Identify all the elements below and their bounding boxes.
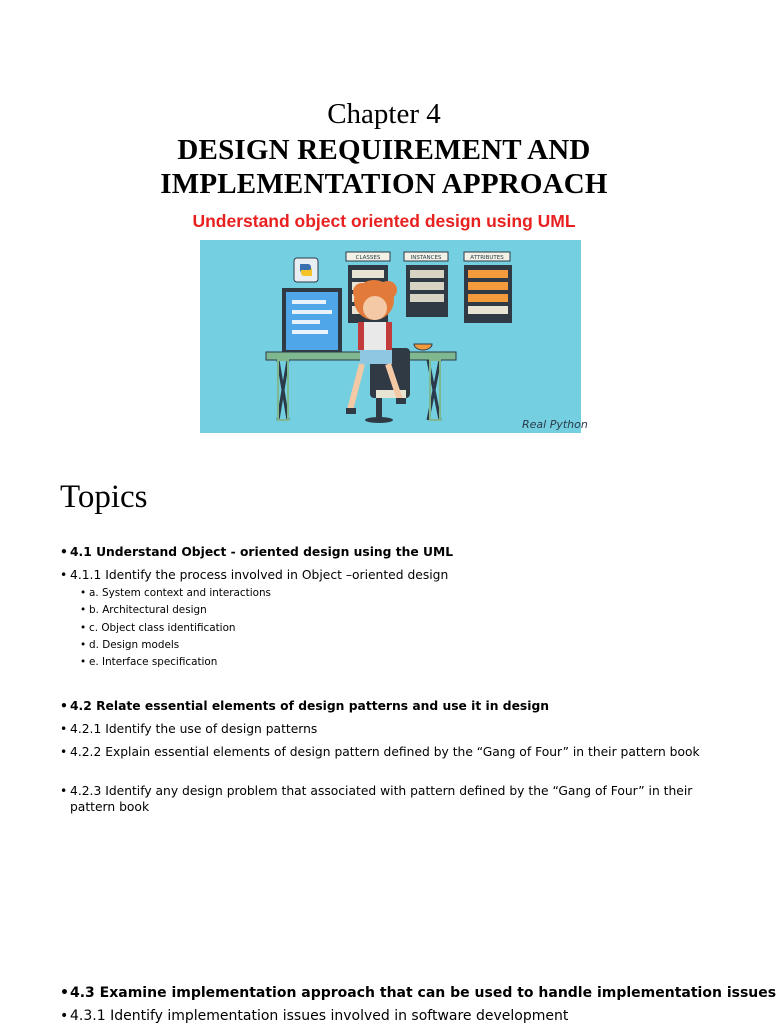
topic-4-2: • 4.2 Relate essential elements of design patterns and use it in design	[60, 698, 730, 714]
instances-tag	[404, 252, 448, 261]
developer-illustration	[200, 240, 588, 433]
instance-card	[406, 265, 448, 317]
chapter-label: Chapter 4	[327, 98, 441, 130]
monitor	[282, 288, 342, 360]
topic-4-2-1: • 4.2.1 Identify the use of design patterns	[60, 721, 730, 737]
real-python-signature: Real Python	[522, 418, 588, 431]
class-tag-label: CLASSES	[355, 255, 381, 261]
topics-heading: Topics	[60, 479, 148, 515]
topic-4-1: • 4.1 Understand Object - oriented design using the UML	[60, 544, 730, 560]
python-logo-icon	[294, 258, 318, 282]
attributes-tag	[464, 252, 510, 261]
topic-4-2-2: • 4.2.2 Explain essential elements of design pattern defined by the “Gang of Four” in their pattern book	[60, 744, 730, 760]
subtopic-e: • e. Interface specification	[80, 655, 217, 669]
attributes-tag-label: ATTRIBUTES	[470, 255, 504, 261]
chapter-title	[0, 133, 768, 201]
subtopic-c: • c. Object class identification	[80, 621, 236, 635]
class-tag	[346, 252, 390, 261]
attribute-card	[464, 265, 512, 323]
chapter-title-line-1: DESIGN REQUIREMENT AND	[177, 134, 591, 166]
chapter-subtitle: Understand object oriented design using UML	[192, 211, 576, 231]
instances-tag-label: INSTANCES	[410, 255, 442, 261]
topic-4-1-1: • 4.1.1 Identify the process involved in Object –oriented design	[60, 567, 730, 583]
topic-4-3-1: • 4.3.1 Identify implementation issues involved in software development	[60, 1007, 770, 1025]
topic-4-2-3: • 4.2.3 Identify any design problem that associated with pattern defined by the “Gang of Four” in their pattern book	[60, 783, 730, 815]
subtopic-b: • b. Architectural design	[80, 603, 207, 617]
topic-4-3: • 4.3 Examine implementation approach that can be used to handle implementation issues	[60, 984, 770, 1002]
subtopic-a: • a. System context and interactions	[80, 586, 271, 600]
chapter-title-line-2: IMPLEMENTATION APPROACH	[160, 168, 608, 200]
subtopic-d: • d. Design models	[80, 638, 179, 652]
